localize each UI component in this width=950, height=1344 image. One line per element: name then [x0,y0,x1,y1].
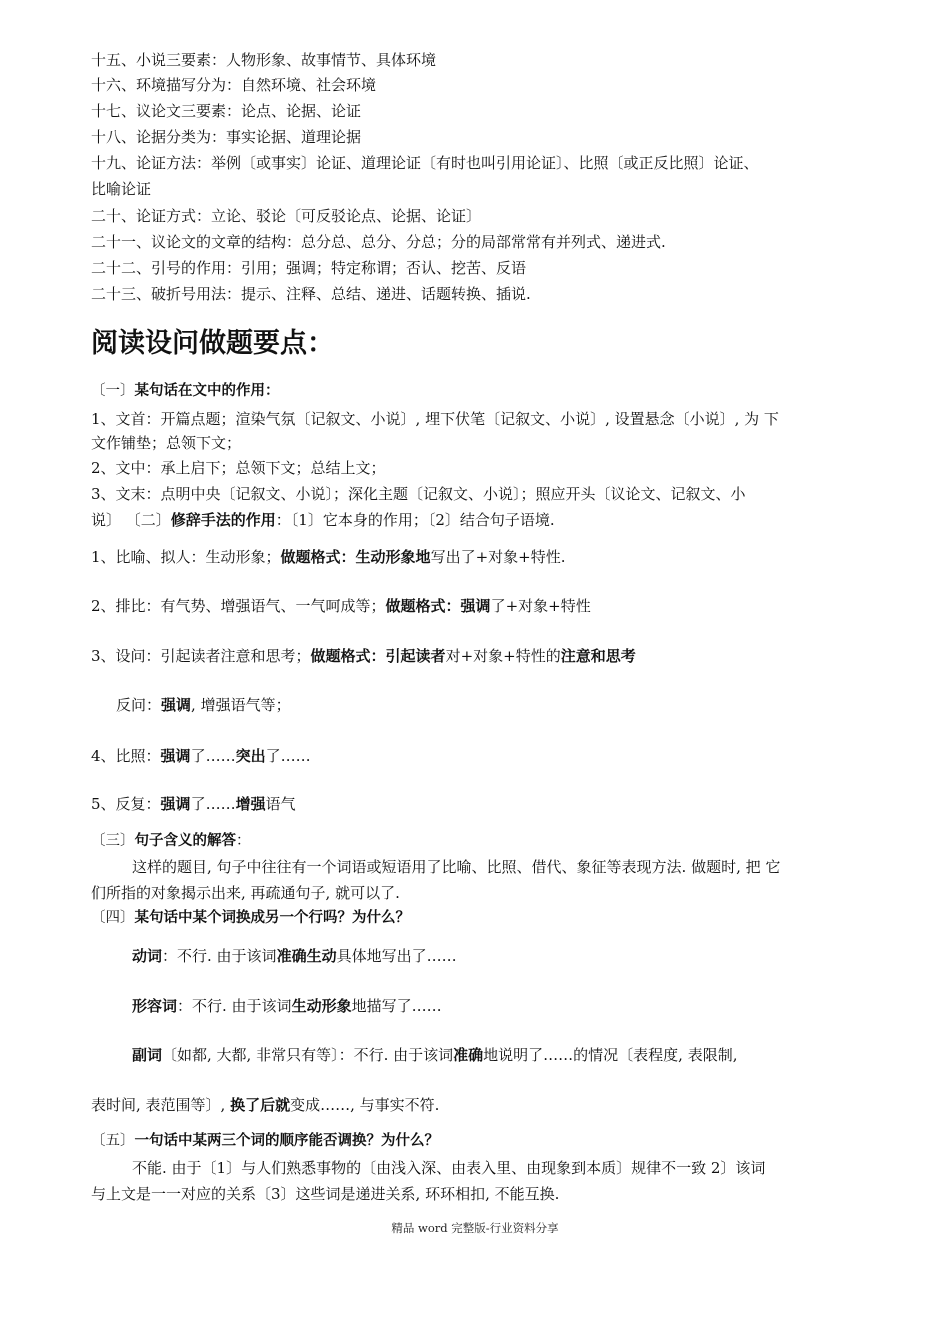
list-item: 二十一、议论文的文章的结构：总分总、总分、分总；分的局部常常有并列式、递进式. [91,233,666,251]
rhetoric-parallelism: 2、排比：有气势、增强语气、一气呵成等；做题格式：强调了+对象+特性 [91,597,591,615]
rhetoric-rhetorical-question: 反问：强调, 增强语气等； [116,696,291,714]
subsection-title-5: 〔五〕一句话中某两三个词的顺序能否调换？为什么？ [91,1133,439,1149]
list-item: 比喻论证 [91,180,152,198]
rhetoric-contrast: 4、比照：强调了……突出了…… [91,747,311,765]
verb-line: 动词：不行. 由于该词准确生动具体地写出了…… [132,947,457,965]
adjective-line: 形容词：不行. 由于该词生动形象地描写了…… [132,997,442,1015]
paragraph-line: 与上文是一一对应的关系〔3〕这些词是递进关系, 环环相扣, 不能互换. [91,1185,560,1203]
rhetoric-repetition: 5、反复：强调了……增强语气 [91,795,296,813]
rhetoric-metaphor: 1、比喻、拟人：生动形象；做题格式：生动形象地写出了+对象+特性. [91,548,566,566]
section-heading: 阅读设问做题要点： [91,328,334,359]
list-item: 十六、环境描写分为：自然环境、社会环境 [91,76,377,94]
paragraph-line: 们所指的对象揭示出来, 再疏通句子, 就可以了. [91,884,400,902]
list-item: 十五、小说三要素：人物形象、故事情节、具体环境 [91,51,437,69]
list-item: 十七、议论文三要素：论点、论据、论证 [91,102,362,120]
list-item: 二十、论证方式：立论、驳论〔可反驳论点、论据、论证〕 [91,207,482,225]
subsection-title-3: 〔三〕句子含义的解答： [91,833,251,849]
paragraph-line: 不能. 由于〔1〕与人们熟悉事物的〔由浅入深、由表入里、由现象到本质〕规律不一致 2〕该词 [132,1159,766,1177]
list-item: 十九、论证方法：举例〔或事实〕论证、道理论证〔有时也叫引用论证〕、比照〔或正反比照〕论证、 [91,154,759,172]
list-item: 十八、论据分类为：事实论据、道理论据 [91,128,362,146]
adverb-line-continued: 表时间, 表范围等〕, 换了后就变成……, 与事实不符. [91,1096,440,1114]
text-line: 2、文中：承上启下；总领下文；总结上文； [91,459,386,477]
list-item: 二十二、引号的作用：引用；强调；特定称谓；否认、挖苦、反语 [91,259,527,277]
text-line: 1、文首：开篇点题；渲染气氛〔记叙文、小说〕, 埋下伏笔〔记叙文、小说〕, 设置悬念〔小说〕, 为 下 [91,410,779,428]
text-line: 3、文末：点明中央〔记叙文、小说〕；深化主题〔记叙文、小说〕；照应开头〔议论文、记叙文、小 [91,485,746,503]
subsection-title-2: 说〕 〔二〕修辞手法的作用：〔1〕它本身的作用；〔2〕结合句子语境. [91,511,555,529]
subsection-title-1: 〔一〕某句话在文中的作用： [91,383,280,399]
rhetoric-question: 3、设问：引起读者注意和思考；做题格式：引起读者对+对象+特性的注意和思考 [91,647,636,665]
page-footer: 精品 word 完整版-行业资料分享 [391,1221,559,1235]
paragraph-line: 这样的题目, 句子中往往有一个词语或短语用了比喻、比照、借代、象征等表现方法. 做题时, 把 它 [132,858,781,876]
subsection-title-4: 〔四〕某句话中某个词换成另一个行吗？为什么？ [91,910,410,926]
list-item: 二十三、破折号用法：提示、注释、总结、递进、话题转换、插说. [91,285,531,303]
text-line: 文作铺垫；总领下文； [91,434,242,452]
adverb-line: 副词〔如都, 大都, 非常只有等〕：不行. 由于该词准确地说明了……的情况〔表程度, 表限制, [132,1046,738,1064]
